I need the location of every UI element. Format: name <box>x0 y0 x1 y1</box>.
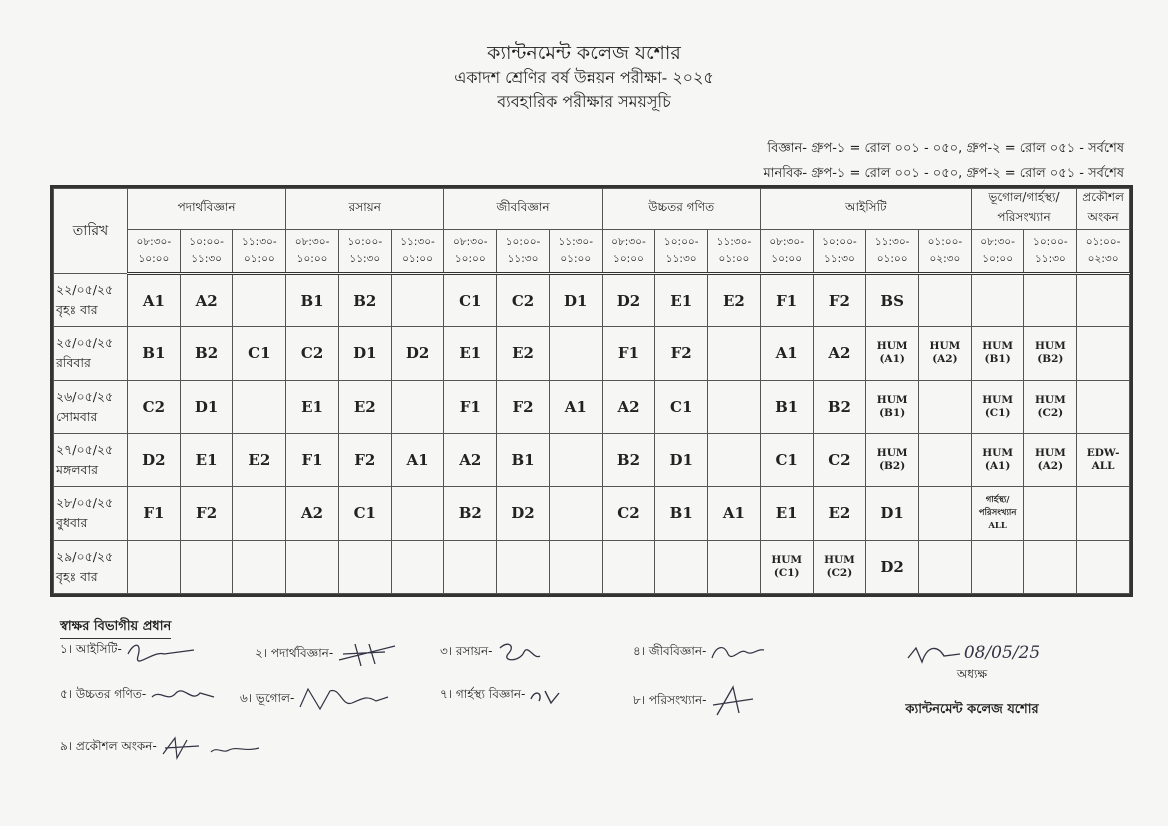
schedule-cell: HUM (C1) <box>971 380 1024 433</box>
signature-higher-math <box>60 685 218 707</box>
schedule-cell: A1 <box>708 487 761 540</box>
signatures-title: স্বাক্ষর বিভাগীয় প্রধান <box>60 617 171 639</box>
schedule-cell: F2 <box>655 327 708 380</box>
schedule-cell: HUM (B1) <box>866 380 919 433</box>
schedule-cell: C1 <box>338 487 391 540</box>
subject-header: প্রকৌশল অংকন <box>1077 189 1130 230</box>
schedule-cell <box>233 380 286 433</box>
science-roll-info: বিজ্ঞান- গ্রুপ-১ = রোল ০০১ - ০৫০, গ্রুপ-২ = রোল ০৫১ - সর্বশেষ <box>767 141 1124 156</box>
day-text: রবিবার <box>56 355 91 371</box>
schedule-cell: D2 <box>497 487 550 540</box>
schedule-cell <box>655 540 708 593</box>
schedule-cell: D1 <box>655 433 708 486</box>
schedule-cell <box>919 540 972 593</box>
schedule-cell: D2 <box>391 327 444 380</box>
schedule-cell: B2 <box>180 327 233 380</box>
schedule-cell: A2 <box>286 487 339 540</box>
schedule-cell <box>919 487 972 540</box>
schedule-cell: D1 <box>180 380 233 433</box>
time-end: ০২:৩০ <box>1087 253 1119 265</box>
signature-chemistry <box>440 640 544 666</box>
subject-header: পদার্থবিজ্ঞান <box>128 189 286 230</box>
schedule-cell: B2 <box>338 274 391 327</box>
schedule-cell: A1 <box>760 327 813 380</box>
date-text: ২৫/০৫/২৫ <box>56 335 114 351</box>
schedule-cell: C2 <box>813 433 866 486</box>
schedule-cell: E2 <box>708 274 761 327</box>
schedule-cell: F2 <box>813 274 866 327</box>
principal-signature-scribble <box>904 640 964 666</box>
signature-label: ৪। জীববিজ্ঞান- <box>633 644 707 658</box>
schedule-cell <box>549 327 602 380</box>
time-end: ১১:৩০ <box>665 253 697 265</box>
day-text: মঙ্গলবার <box>56 462 99 478</box>
schedule-cell: F2 <box>338 433 391 486</box>
day-text: সোমবার <box>56 408 98 424</box>
schedule-cell: C2 <box>602 487 655 540</box>
time-slot-header <box>286 230 339 274</box>
time-start: ০৮:৩০- <box>452 236 488 248</box>
date-text: ২৬/০৫/২৫ <box>56 388 114 404</box>
time-start: ১০:০০- <box>663 236 699 248</box>
schedule-cell <box>708 433 761 486</box>
time-start: ১১:৩০- <box>716 236 752 248</box>
schedule-cell: F1 <box>602 327 655 380</box>
schedule-cell: A2 <box>813 327 866 380</box>
date-cell <box>54 380 128 433</box>
signature-label: ১। আইসিটি- <box>60 642 122 656</box>
schedule-cell: C1 <box>655 380 708 433</box>
schedule-cell: C1 <box>760 433 813 486</box>
schedule-cell: HUM (A2) <box>919 327 972 380</box>
schedule-cell: D2 <box>866 540 919 593</box>
schedule-cell: A1 <box>549 380 602 433</box>
signature-scribble <box>709 685 759 719</box>
schedule-cell: D1 <box>338 327 391 380</box>
time-end: ১০:০০ <box>296 253 328 265</box>
time-slot-header <box>128 230 181 274</box>
schedule-cell: HUM (B1) <box>971 327 1024 380</box>
schedule-table-container <box>50 185 1133 597</box>
time-end: ০১:০০ <box>402 253 433 265</box>
day-text: বৃহঃ বার <box>56 302 98 318</box>
schedule-cell: গার্হস্থ্য/ পরিসংখ্যান ALL <box>971 487 1024 540</box>
schedule-cell: B1 <box>286 274 339 327</box>
schedule-cell: HUM (A1) <box>971 433 1024 486</box>
schedule-cell: E2 <box>338 380 391 433</box>
schedule-cell: HUM (A2) <box>1024 433 1077 486</box>
signature-scribble <box>124 640 204 662</box>
schedule-cell <box>1024 540 1077 593</box>
time-slot-header <box>602 230 655 274</box>
signature-label: ৬। ভূগোল- <box>240 691 295 705</box>
signature-label: ২। পদার্থবিজ্ঞান- <box>255 646 334 660</box>
time-start: ০৮:৩০- <box>611 236 646 248</box>
schedule-cell: HUM (A1) <box>866 327 919 380</box>
time-slot-header <box>549 230 602 274</box>
schedule-cell <box>391 380 444 433</box>
schedule-cell: E1 <box>180 433 233 486</box>
signature-label: ৯। প্রকৌশল অংকন- <box>60 739 157 753</box>
schedule-cell: B1 <box>760 380 813 433</box>
time-start: ০৮:৩০- <box>294 236 330 248</box>
table-row <box>54 540 1130 593</box>
schedule-cell: B1 <box>128 327 181 380</box>
subject-header: রসায়ন <box>286 189 444 230</box>
time-slot-header <box>1077 230 1130 274</box>
schedule-cell: D1 <box>866 487 919 540</box>
schedule-cell <box>180 540 233 593</box>
date-cell <box>54 487 128 540</box>
schedule-cell: A2 <box>602 380 655 433</box>
day-text: বুধবার <box>56 515 88 531</box>
schedule-cell: C1 <box>233 327 286 380</box>
date-cell <box>54 433 128 486</box>
schedule-cell: A1 <box>391 433 444 486</box>
schedule-cell <box>233 540 286 593</box>
exam-title: একাদশ শ্রেণির বর্ষ উন্নয়ন পরীক্ষা- ২০২৫ <box>454 68 714 87</box>
schedule-cell <box>286 540 339 593</box>
date-text: ২৮/০৫/২৫ <box>56 495 114 511</box>
schedule-cell <box>919 433 972 486</box>
schedule-cell: B2 <box>813 380 866 433</box>
schedule-cell: F1 <box>128 487 181 540</box>
schedule-cell <box>919 274 972 327</box>
time-slot-header <box>813 230 866 274</box>
date-text: ২৭/০৫/২৫ <box>56 442 114 458</box>
schedule-cell: HUM (C2) <box>1024 380 1077 433</box>
time-end: ০১:০০ <box>718 253 750 265</box>
principal-role: অধ্যক্ষ <box>956 667 988 681</box>
principal-signature-line <box>887 640 1057 666</box>
schedule-cell: B2 <box>444 487 497 540</box>
schedule-title: ব্যবহারিক পরীক্ষার সময়সূচি <box>497 92 671 111</box>
time-end: ১১:৩০ <box>191 253 223 265</box>
signature-scribble <box>527 685 563 707</box>
date-text: ২৯/০৫/২৫ <box>56 548 114 564</box>
schedule-cell <box>602 540 655 593</box>
time-slot-header <box>971 230 1024 274</box>
time-start: ১০:০০- <box>1033 236 1068 248</box>
time-start: ১০:০০- <box>505 236 541 248</box>
schedule-table <box>53 188 1130 594</box>
time-end: ০১:০০ <box>560 253 592 265</box>
schedule-cell <box>919 380 972 433</box>
time-end: ১১:৩০ <box>1034 253 1066 265</box>
time-start: ০১:০০- <box>927 236 963 248</box>
table-row <box>54 487 1130 540</box>
schedule-cell: C2 <box>286 327 339 380</box>
date-cell <box>54 274 128 327</box>
schedule-cell: B1 <box>655 487 708 540</box>
time-slot-header <box>497 230 550 274</box>
schedule-cell <box>971 540 1024 593</box>
schedule-cell <box>708 380 761 433</box>
time-slot-header <box>180 230 233 274</box>
schedule-cell: D2 <box>128 433 181 486</box>
signature-home-science <box>440 685 563 707</box>
schedule-cell: F1 <box>286 433 339 486</box>
schedule-cell <box>233 274 286 327</box>
signature-label: ৩। রসায়ন- <box>440 644 493 658</box>
schedule-cell <box>1077 487 1130 540</box>
schedule-cell: C2 <box>128 380 181 433</box>
time-start: ১১:৩০- <box>242 236 277 248</box>
schedule-cell: HUM (B2) <box>866 433 919 486</box>
roll-info <box>764 136 1124 186</box>
schedule-cell: HUM (C1) <box>760 540 813 593</box>
time-end: ১০:০০ <box>771 253 803 265</box>
schedule-cell <box>233 487 286 540</box>
schedule-cell <box>391 487 444 540</box>
time-end: ১০:০০ <box>454 253 486 265</box>
signature-geography <box>240 685 391 715</box>
date-cell <box>54 540 128 593</box>
schedule-cell: A1 <box>128 274 181 327</box>
signature-scribble <box>494 640 544 666</box>
schedule-cell <box>391 274 444 327</box>
signature-label: ৮। পরিসংখ্যান- <box>633 693 707 707</box>
table-row <box>54 433 1130 486</box>
schedule-cell: E2 <box>233 433 286 486</box>
date-column-header: তারিখ <box>54 189 128 274</box>
table-row <box>54 274 1130 327</box>
date-text: ২২/০৫/২৫ <box>56 282 114 298</box>
time-end: ১১:৩০ <box>349 253 381 265</box>
time-slot-header <box>760 230 813 274</box>
college-title: ক্যান্টনমেন্ট কলেজ যশোর <box>487 42 681 64</box>
schedule-cell <box>1024 487 1077 540</box>
day-text: বৃহঃ বার <box>56 568 98 584</box>
time-start: ০৮:৩০- <box>980 236 1015 248</box>
time-end: ১০:০০ <box>613 253 644 265</box>
schedule-cell: E2 <box>813 487 866 540</box>
signature-scribble <box>335 640 405 670</box>
time-slot-header <box>919 230 972 274</box>
signature-scribble <box>296 685 391 715</box>
schedule-cell <box>708 327 761 380</box>
time-slot-header <box>655 230 708 274</box>
schedule-cell: E1 <box>760 487 813 540</box>
time-start: ১১:৩০- <box>874 236 910 248</box>
schedule-cell <box>1077 274 1130 327</box>
time-end: ১১:৩০ <box>507 253 539 265</box>
schedule-cell: E1 <box>655 274 708 327</box>
signature-scribble <box>159 734 269 762</box>
schedule-cell <box>391 540 444 593</box>
signature-label: ৫। উচ্চতর গণিত- <box>60 687 147 701</box>
schedule-cell <box>444 540 497 593</box>
schedule-cell <box>708 540 761 593</box>
schedule-cell <box>1077 540 1130 593</box>
schedule-cell: E1 <box>286 380 339 433</box>
time-slot-header <box>338 230 391 274</box>
time-start: ০৮:৩০- <box>136 236 172 248</box>
signature-label: ৭। গার্হস্থ্য বিজ্ঞান- <box>440 687 526 701</box>
table-row <box>54 327 1130 380</box>
schedule-cell: C1 <box>444 274 497 327</box>
time-end: ০১:০০ <box>243 253 275 265</box>
schedule-cell <box>1077 327 1130 380</box>
schedule-cell: B2 <box>602 433 655 486</box>
schedule-cell: E1 <box>444 327 497 380</box>
time-start: ১০:০০- <box>189 236 224 248</box>
schedule-cell: B1 <box>497 433 550 486</box>
signature-statistics <box>633 685 759 719</box>
table-row <box>54 380 1130 433</box>
schedule-cell: D2 <box>602 274 655 327</box>
schedule-cell: C2 <box>497 274 550 327</box>
schedule-cell <box>497 540 550 593</box>
schedule-cell <box>549 433 602 486</box>
signature-scribble <box>708 640 768 666</box>
subject-header: আইসিটি <box>760 189 971 230</box>
time-start: ০৮:৩০- <box>769 236 804 248</box>
date-cell <box>54 327 128 380</box>
signature-scribble <box>148 685 218 707</box>
schedule-cell: A2 <box>180 274 233 327</box>
subject-header: উচ্চতর গণিত <box>602 189 760 230</box>
schedule-cell <box>128 540 181 593</box>
time-slot-header <box>233 230 286 274</box>
principal-sign-date: 08/05/25 <box>963 643 1041 663</box>
time-slot-header <box>866 230 919 274</box>
time-end: ০১:০০ <box>876 253 908 265</box>
schedule-cell: F2 <box>180 487 233 540</box>
signature-ict <box>60 640 204 662</box>
schedule-cell: F1 <box>760 274 813 327</box>
schedule-cell: D1 <box>549 274 602 327</box>
time-start: ১০:০০- <box>347 236 383 248</box>
time-end: ০২:৩০ <box>929 253 961 265</box>
schedule-cell <box>549 487 602 540</box>
subject-header: জীববিজ্ঞান <box>444 189 602 230</box>
schedule-cell <box>971 274 1024 327</box>
document-header <box>0 40 1168 114</box>
signature-engineering-drawing <box>60 734 269 762</box>
subject-header: ভূগোল/গার্হস্থ্য/ পরিসংখ্যান <box>971 189 1076 230</box>
time-slot-header <box>444 230 497 274</box>
time-start: ১০:০০- <box>822 236 857 248</box>
principal-signature-block <box>887 640 1057 721</box>
schedule-cell: HUM (B2) <box>1024 327 1077 380</box>
schedule-cell: BS <box>866 274 919 327</box>
principal-college: ক্যান্টনমেন্ট কলেজ যশোর <box>905 702 1039 717</box>
schedule-cell: E2 <box>497 327 550 380</box>
schedule-cell: HUM (C2) <box>813 540 866 593</box>
time-slot-header <box>708 230 761 274</box>
time-start: ০১:০০- <box>1085 236 1121 248</box>
schedule-cell <box>549 540 602 593</box>
schedule-cell: EDW- ALL <box>1077 433 1130 486</box>
time-slot-header <box>1024 230 1077 274</box>
time-start: ১১:৩০- <box>558 236 594 248</box>
schedule-cell <box>1024 274 1077 327</box>
schedule-cell: F2 <box>497 380 550 433</box>
schedule-cell <box>1077 380 1130 433</box>
time-end: ১১:৩০ <box>824 253 855 265</box>
time-start: ১১:৩০- <box>400 236 435 248</box>
signature-biology <box>633 640 768 666</box>
time-end: ১০:০০ <box>982 253 1014 265</box>
time-slot-header <box>391 230 444 274</box>
schedule-cell: F1 <box>444 380 497 433</box>
schedule-cell: A2 <box>444 433 497 486</box>
schedule-cell <box>338 540 391 593</box>
time-end: ১০:০০ <box>138 253 170 265</box>
signature-physics <box>255 640 405 670</box>
humanities-roll-info: মানবিক- গ্রুপ-১ = রোল ০০১ - ০৫০, গ্রুপ-২ = রোল ০৫১ - সর্বশেষ <box>763 166 1124 181</box>
